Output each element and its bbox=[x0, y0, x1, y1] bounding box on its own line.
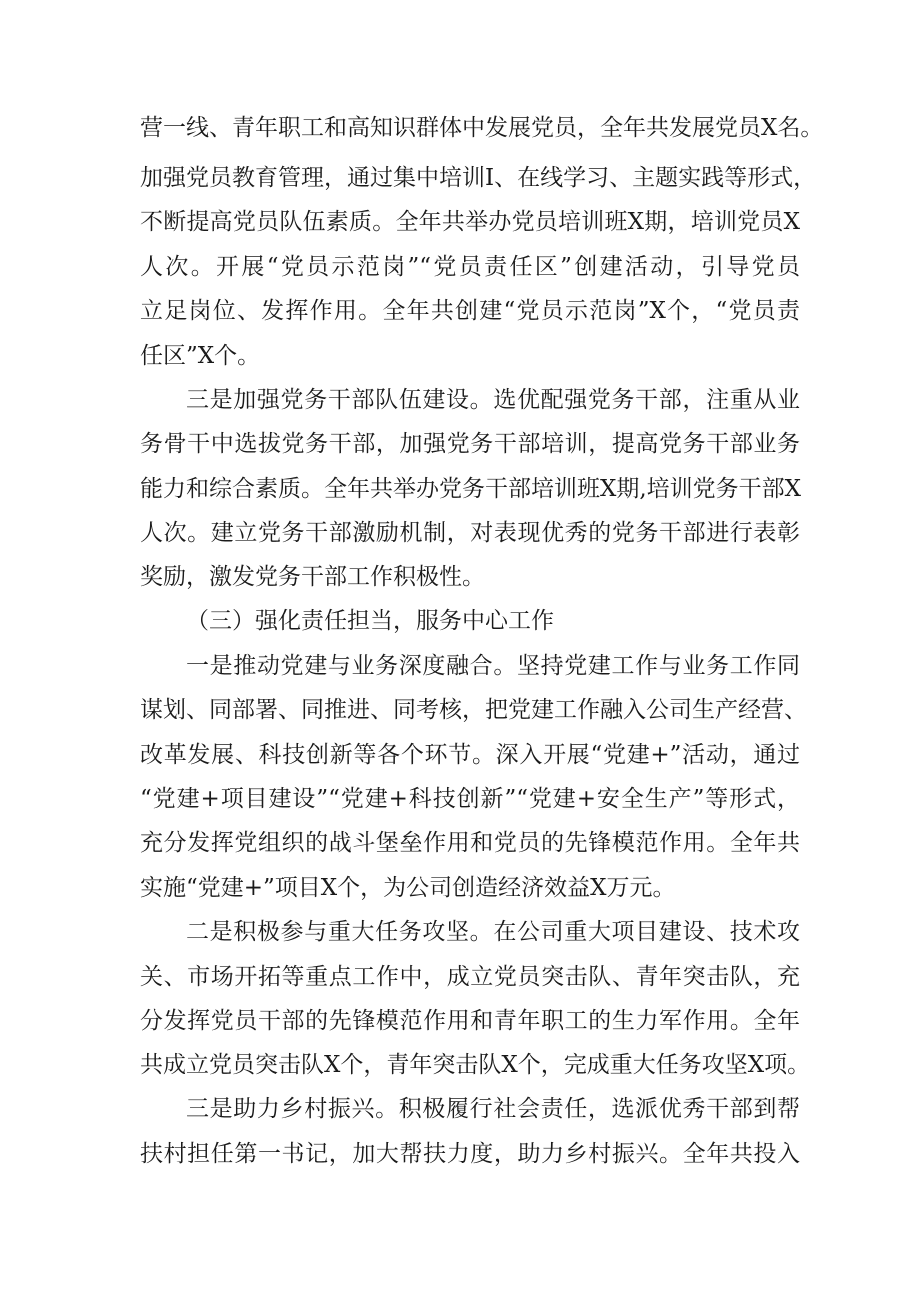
body-text-line: 务骨干中选拔党务干部，加强党务干部培训，提高党务干部业务 bbox=[140, 431, 800, 457]
body-text-line: 立足岗位、发挥作用。全年共创建“党员示范岗”X个，“党员责 bbox=[140, 298, 800, 324]
body-text-line: 共成立党员突击队X个，青年突击队X个，完成重大任务攻坚X项。 bbox=[140, 1052, 811, 1078]
body-text-line: 人次。建立党务干部激励机制，对表现优秀的党务干部进行表彰 bbox=[140, 520, 800, 546]
body-text-line: 人次。开展“党员示范岗”“党员责任区”创建活动，引导党员 bbox=[140, 254, 800, 280]
paragraph-first-line: 二是积极参与重大任务攻坚。在公司重大项目建设、技术攻 bbox=[186, 919, 800, 945]
body-text-line: 实施“党建+”项目X个，为公司创造经济效益X万元。 bbox=[140, 875, 676, 901]
body-text-line: 加强党员教育管理，通过集中培训I、在线学习、主题实践等形式， bbox=[140, 165, 817, 191]
body-text-line: 不断提高党员队伍素质。全年共举办党员培训班X期，培训党员X bbox=[140, 209, 800, 235]
body-text-line: 任区”X个。 bbox=[140, 343, 261, 369]
body-text-line: 营一线、青年职工和高知识群体中发展党员，全年共发展党员X名。 bbox=[140, 115, 824, 141]
body-text-line: 关、市场开拓等重点工作中，成立党员突击队、青年突击队，充 bbox=[140, 964, 800, 990]
body-text-line: 谋划、同部署、同推进、同考核，把党建工作融入公司生产经营、 bbox=[140, 697, 807, 723]
body-text-line: 分发挥党员干部的先锋模范作用和青年职工的生力军作用。全年 bbox=[140, 1008, 800, 1034]
body-text-line: 奖励，激发党务干部工作积极性。 bbox=[140, 564, 485, 590]
paragraph-first-line: 三是加强党务干部队伍建设。选优配强党务干部，注重从业 bbox=[186, 387, 800, 413]
body-text-line: 能力和综合素质。全年共举办党务干部培训班X期,培训党务干部X bbox=[140, 476, 802, 502]
body-text-line: 扶村担任第一书记，加大帮扶力度，助力乡村振兴。全年共投入 bbox=[140, 1141, 800, 1167]
paragraph-first-line: 一是推动党建与业务深度融合。坚持党建工作与业务工作同 bbox=[186, 653, 800, 679]
section-heading: （三）强化责任担当，服务中心工作 bbox=[186, 608, 554, 634]
body-text-line: 充分发挥党组织的战斗堡垒作用和党员的先锋模范作用。全年共 bbox=[140, 830, 800, 856]
body-text-line: 改革发展、科技创新等各个环节。深入开展“党建+”活动，通过 bbox=[140, 742, 800, 768]
body-text-line: “党建+项目建设”“党建+科技创新”“党建+安全生产”等形式， bbox=[140, 786, 800, 812]
paragraph-first-line: 三是助力乡村振兴。积极履行社会责任，选派优秀干部到帮 bbox=[186, 1096, 800, 1122]
